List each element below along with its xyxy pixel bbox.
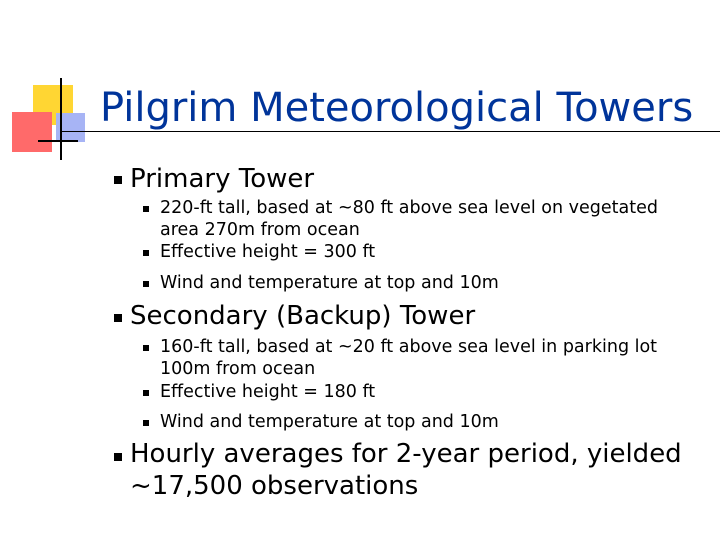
sub-item-secondary-height-base: 160-ft tall, based at ~20 ft above sea level in parking lot [160,337,658,357]
bullet-icon [114,453,122,461]
bullet-icon [114,176,122,184]
bullet-icon [114,314,122,322]
sub-bullet-icon [143,206,149,212]
decor-vertical-line [60,78,62,160]
sub-bullet-icon [143,250,149,256]
slide-title: Pilgrim Meteorological Towers [100,85,694,131]
sub-bullet-icon [143,345,149,351]
bullet-hourly-averages: Hourly averages for 2-year period, yielded [130,439,682,469]
decor-short-line [38,140,78,142]
bullet-secondary-tower: Secondary (Backup) Tower [130,301,476,331]
sub-item-primary-effective-height: Effective height = 300 ft [160,242,376,262]
sub-bullet-icon [143,420,149,426]
bullet-primary-tower: Primary Tower [130,164,315,194]
sub-item-secondary-height-base-cont: 100m from ocean [160,359,316,379]
bullet-hourly-averages-cont: ~17,500 observations [130,471,419,501]
sub-bullet-icon [143,281,149,287]
sub-bullet-icon [143,390,149,396]
title-underline [60,131,720,132]
sub-item-secondary-wind-temp: Wind and temperature at top and 10m [160,412,499,432]
sub-item-primary-height-base: 220-ft tall, based at ~80 ft above sea level on vegetated [160,198,658,218]
sub-item-secondary-effective-height: Effective height = 180 ft [160,382,376,402]
sub-item-primary-height-base-cont: area 270m from ocean [160,220,360,240]
sub-item-primary-wind-temp: Wind and temperature at top and 10m [160,273,499,293]
decor-red-square [12,112,52,152]
